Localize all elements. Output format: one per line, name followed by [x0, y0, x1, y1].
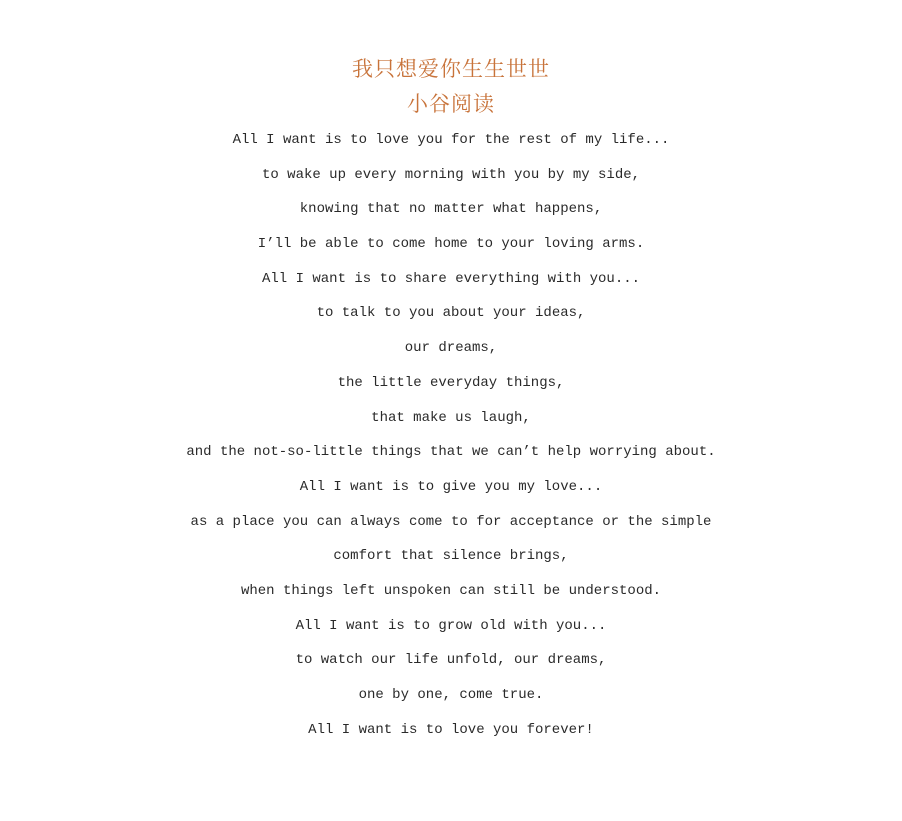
- poem-line: All I want is to share everything with you...: [261, 270, 641, 287]
- poem-line: All I want is to give you my love...: [299, 478, 603, 495]
- poem-line: to watch our life unfold, our dreams,: [295, 652, 607, 669]
- poem-line: as a place you can always come to for acceptance or the simple: [190, 513, 712, 530]
- poem-line: the little everyday things,: [337, 374, 565, 391]
- poem-line: when things left unspoken can still be understood.: [240, 582, 662, 599]
- poem-line: All I want is to love you for the rest of my life...: [232, 132, 670, 148]
- poem-line: to wake up every morning with you by my side,: [261, 166, 641, 183]
- poem-line: comfort that silence brings,: [333, 548, 569, 565]
- poem-line: our dreams,: [404, 340, 498, 357]
- poem-line: and the not-so-little things that we can’t help worrying about.: [186, 444, 716, 461]
- poem-line: I’ll be able to come home to your loving arms.: [257, 236, 645, 253]
- poem-line: to talk to you about your ideas,: [316, 305, 586, 322]
- poem-line: All I want is to love you forever!: [308, 721, 594, 738]
- poem-line: knowing that no matter what happens,: [299, 201, 603, 218]
- document-title: 我只想爱你生生世世: [352, 57, 550, 81]
- poem-line: one by one, come true.: [358, 687, 544, 703]
- poem-body: [0, 123, 902, 747]
- poem-line: that make us laugh,: [371, 409, 531, 426]
- document-subtitle: 小谷阅读: [407, 92, 495, 116]
- poem-line: All I want is to grow old with you...: [295, 617, 607, 634]
